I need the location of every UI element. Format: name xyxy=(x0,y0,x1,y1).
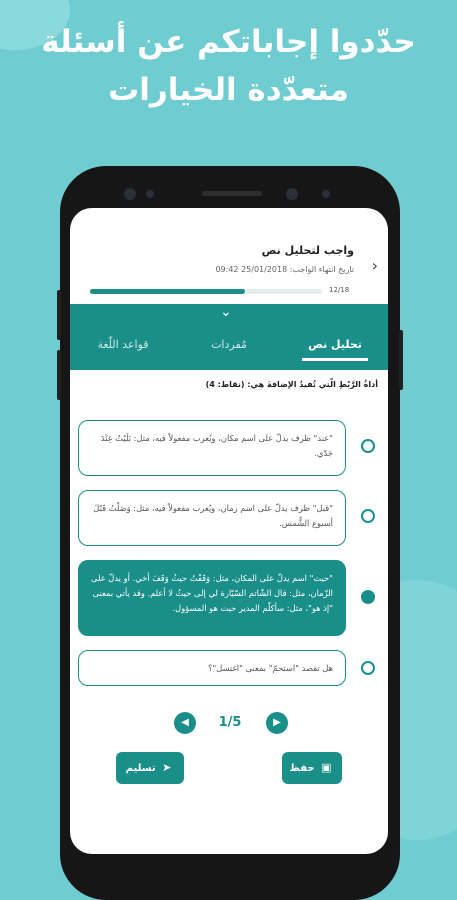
page-indicator: 1/5 xyxy=(218,715,242,730)
progress-count: 12/18 xyxy=(329,286,350,294)
headline-line-1: حدّدوا إجاباتكم عن أسئلة xyxy=(41,24,416,60)
tabs xyxy=(70,332,388,361)
save-button[interactable] xyxy=(282,752,342,784)
sensor xyxy=(146,190,154,198)
option-2[interactable] xyxy=(78,490,346,546)
front-camera xyxy=(124,188,136,200)
chevron-back-icon[interactable]: › xyxy=(371,256,378,275)
option-4[interactable] xyxy=(78,650,346,686)
power-button xyxy=(399,330,403,390)
previous-arrow-icon[interactable]: ◀ xyxy=(174,712,196,734)
option-4-radio[interactable] xyxy=(361,661,375,675)
assignment-title: واجب لتحليل نص xyxy=(261,244,354,257)
option-1-text: "عند" ظرف يدلّ على اسم مكان، ويُعرب مفعولاً فيه، مثل: بَلَيْتُ عِنْدَ جَدّي. xyxy=(100,433,333,458)
tab-vocabulary[interactable]: مُفردات xyxy=(211,338,247,351)
sensor-2 xyxy=(322,190,330,198)
deadline-text: تاريخ انتهاء الواجب: 25/01/2018 09:42 xyxy=(215,265,354,274)
headline xyxy=(0,18,457,114)
app-screen xyxy=(70,208,388,854)
option-2-text: "قبل" ظرف يدلّ على اسم زمان، ويُعرب مفعولاً فيه، مثل: وَصَلْتُ قَبْلَ أسبوع الشُّمس. xyxy=(93,503,333,528)
volume-button xyxy=(57,290,61,340)
progress-bar xyxy=(90,289,322,294)
header xyxy=(70,208,388,304)
save-icon: ▣ xyxy=(321,761,332,774)
chevron-down-icon[interactable]: ⌄ xyxy=(220,304,232,320)
option-2-radio[interactable] xyxy=(361,509,375,523)
tab-grammar[interactable]: قواعد اللّغة xyxy=(97,338,149,351)
option-3[interactable] xyxy=(78,560,346,636)
headline-line-2: متعدّدة الخيارات xyxy=(108,72,349,108)
question-text: أداةُ الرَّبْطِ الّتي تُفيدُ الإضافةَ هي: (نقاط: 4) xyxy=(205,380,378,389)
option-3-radio[interactable] xyxy=(361,590,375,604)
submit-label: تسليم xyxy=(125,763,156,774)
front-camera-2 xyxy=(286,188,298,200)
submit-button[interactable] xyxy=(116,752,184,784)
speaker-grille xyxy=(202,191,262,196)
next-arrow-icon[interactable]: ▶ xyxy=(266,712,288,734)
tab-text-analysis[interactable]: تحليل نص xyxy=(282,332,388,361)
option-3-text: "حيث" اسم يدلّ على المكان، مثل: وَقَفْتُ حيثُ وَقَفَ أخي. أو يدلّ على الزّمان، مثل: قال الشّاتم السّيّارة لي إلى حيثُ لا أعلم. وقد يأتي بمعنى "إذ هو"، مثل: سأكلّم المدير حيث هو المسؤول. xyxy=(91,573,333,613)
save-label: حفظ xyxy=(289,763,315,774)
progress-fill xyxy=(90,289,245,294)
option-4-text: هل تقصد "استحمّ" بمعنى "اغتسل"؟ xyxy=(208,663,333,673)
tab-bar xyxy=(70,304,388,370)
option-1-radio[interactable] xyxy=(361,439,375,453)
volume-button xyxy=(57,350,61,400)
option-1[interactable] xyxy=(78,420,346,476)
send-icon: ➤ xyxy=(162,761,172,774)
